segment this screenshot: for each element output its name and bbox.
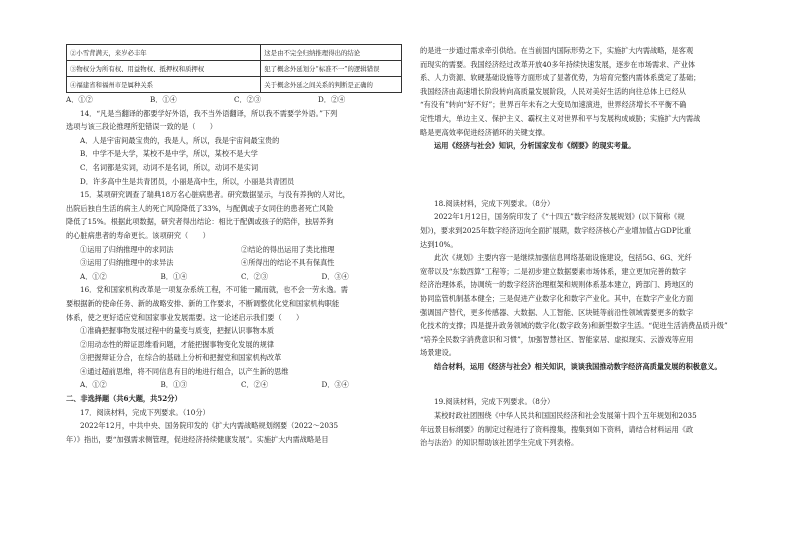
q16-stem: 16．党和国家机构改革是一项复杂系统工程，不可能一蹴而就，也不会一劳永逸。需 (80, 285, 348, 295)
q18-material: 划》)，要求到2025年数字经济迈向全面扩展期，数字经济核心产业增加值占GDP比重 (420, 225, 692, 235)
table-row (67, 45, 402, 61)
q17-material: “有没有”转向“好不好”；世界百年未有之大变局加速演进，世界经济增长不平衡不确 (420, 100, 687, 110)
q15-items (66, 256, 402, 270)
q18-material: “培养全民数字消费意识和习惯”，加强智慧社区、智能家居、虚拟现实、云游戏等应用 (420, 334, 694, 344)
answer-space (420, 373, 750, 395)
q17-material: 2022年12月，中共中央、国务院印发的《扩大内需战略规划纲要（2022～2035 (80, 421, 339, 431)
q16-options (66, 378, 402, 392)
reasoning-table (66, 44, 402, 93)
table-row (67, 61, 402, 77)
q17-material: 的是进一步通过需求牵引供给。在当前国内国际形势之下，实施扩大内需战略，是客观 (420, 46, 694, 55)
q18-material: 场景建设。 (420, 348, 456, 358)
q19-material: 治与法治》的知识帮助该社团学生完成下列表格。 (420, 438, 579, 448)
right-column (420, 44, 750, 450)
q15-stem: 15．某项研究调查了瑞典18万名心脏病患者。研究数据显示，与没有养狗的人对比， (80, 190, 350, 200)
table-cell: ②小雪背满天，来岁必丰年 (67, 45, 261, 61)
q14-option-d: D．许多高中生是共青团员，小丽是高中生，所以，小丽是共青团员 (80, 176, 295, 186)
q16-stem: 体系，使之更好适应党和国家事业发展需要。这一论述启示我们要（ ） (66, 312, 304, 322)
q17-task: 运用《经济与社会》知识，分析国家发布《纲要》的现实考量。 (434, 141, 636, 151)
q16-stem: 要根据新的使命任务、新的战略安排、新的工作要求，不断调整优化党和国家机构职能 (66, 298, 340, 308)
option-d: D．③④ (321, 271, 349, 281)
q15-stem: 的心脏病患者的寿命更长。该项研究（ ） (66, 230, 210, 240)
q15-options (66, 270, 402, 284)
q16-item: ③把握辩证分合，在综合的基础上分析和把握党和国家机构改革 (80, 353, 282, 363)
q16-item: ①准确把握事物发展过程中的量变与质变，把握认识事物本质 (80, 326, 275, 336)
left-column (66, 44, 402, 446)
q14-stem: 选项与该三段论推理所犯错误一致的是（ ） (66, 122, 217, 132)
q18-material: 宽带以及“东数西算”工程等；二是初步建立数据要素市场体系，建立更加完善的数字 (420, 266, 687, 276)
q19-material: 某校时政社团围绕《中华人民共和国国民经济和社会发展第十四个五年规划和2035 (434, 411, 697, 421)
q14-stem: 14．“凡是当翻译的都要学好外语，我不当外语翻译，所以我不需要学外语。”下列 (80, 108, 338, 118)
q17-material: 略是更高效率促进经济循环的关键支撑。 (420, 127, 550, 137)
table-cell: 这是由不完全归纳推理得出的结论 (261, 45, 402, 61)
answer-space (420, 153, 750, 197)
q16-item: ②用动态性的辩证思维看问题，才能把握事物变化发展的规律 (80, 339, 275, 349)
q14-option-a: A．人是宇宙间最宝贵的，我是人，所以，我是宇宙间最宝贵的 (80, 135, 280, 145)
option-b: B．①③ (160, 380, 188, 390)
q18-title: 18.阅读材料，完成下列要求。（8分） (434, 198, 555, 208)
q17-title: 17．阅读材料，完成下列要求。（10分） (80, 407, 210, 417)
q17-material: 系、人力资源、软硬基础设施等方面形成了显著优势，为培育完整内需体系奠定了基础； (420, 73, 701, 83)
q15-items (66, 243, 402, 257)
q19-material: 年远景目标纲要》的制定过程进行了资料搜集，搜集到如下资料，请结合材料运用《政 (420, 424, 694, 434)
q18-material: 达到10%。 (420, 239, 458, 249)
q17-material: 我国经济由高速增长阶段转向高质量发展阶段，人民对美好生活的向往总体上已经从 (420, 86, 686, 96)
q14-option-b: B．中学不是大学，某校不是中学，所以，某校不是大学 (80, 149, 258, 159)
q15-item: ④所得出的结论不具有保真性 (241, 258, 335, 268)
table-cell: 关于概念外延之间关系的判断是正确的 (261, 77, 402, 93)
q14-option-c: C．名词都是实词，动词不是名词，所以，动词不是实词 (80, 162, 259, 172)
option-a: A．①② (80, 380, 107, 390)
option-c: C．②③ (234, 95, 262, 104)
option-a: A．①② (66, 95, 93, 104)
q15-item: ③运用了归纳推理中的求异法 (80, 258, 174, 268)
q17-material: 定性增大，单边主义、保护主义、霸权主义对世界和平与发展构成威胁；实施扩大内需战 (420, 113, 701, 123)
option-b: B．①④ (160, 271, 188, 281)
q18-task: 结合材料，运用《经济与社会》相关知识，谈谈我国推动数字经济高质量发展的积极意义。 (434, 361, 722, 371)
q19-title: 19.阅读材料，完成下列要求。（8分） (434, 397, 555, 407)
q15-stem: 出院后独自生活的病主人的死亡风险降低了33%，与配偶或子女同住的患者死亡风险 (66, 203, 334, 213)
q15-item: ①运用了归纳推理中的求同法 (80, 244, 174, 254)
table-cell: ④福建省和福州市是属种关系 (67, 77, 261, 93)
option-d: D．③④ (321, 380, 349, 390)
option-c: C．②④ (241, 380, 269, 390)
q15-stem: 降低了15%。根据此项数据，研究者得出结论：相比于配偶或孩子的陪伴，独居养狗 (66, 217, 334, 227)
option-b: B．①④ (150, 95, 177, 104)
table-row (67, 77, 402, 93)
table-cell: 犯了概念外延划分“标准不一”的逻辑错误 (261, 61, 402, 77)
q13-options (66, 93, 402, 107)
option-a: A．①② (80, 271, 107, 281)
section-heading: 二、非选择题（共6大题，共52分） (66, 394, 182, 404)
q17-material: 年）》指出，要“加强需求侧管理，促进经济持续健康发展”。实施扩大内需战略是目 (66, 434, 329, 444)
q15-item: ②结论的得出运用了类比推理 (241, 244, 335, 254)
q18-material: 协同监管机制基本健全；三是促进产业数字化和数字产业化。其中，在数字产业化方面 (420, 293, 694, 303)
q18-material: 经济治理体系，协调统一的数字经济治理框架和规则体系基本建立，跨部门、跨地区的 (420, 280, 694, 290)
table-cell: ③物权分为所有权、用益物权、抵押权和质押权 (67, 61, 261, 77)
q17-material: 而现实的需要。我国经济经过改革开放40多年持续快速发展，逐步在市场需求、产业体 (420, 59, 696, 69)
q18-material: 化技术的支撑；四是提升政务领域的数字化(数字政务)和新型数字生活。“促进生活消费品质升级” (420, 321, 728, 331)
q18-material: 此次《规划》主要内容一是继续加强信息网络基础设施建设，包括5G、6G、光纤 (434, 253, 692, 263)
q18-material: 2022年1月12日，国务院印发了《“十四五”数字经济发展规划》(以下简称《规 (434, 212, 685, 222)
option-c: C．②③ (241, 271, 269, 281)
option-d: D．②④ (318, 95, 346, 104)
q18-material: 强调国产替代，更多传感器、大数据、人工智能、区块链等前沿性领域需要更多的数字 (420, 307, 694, 317)
q16-item: ④通过超前思维，将不同信息有目的地进行组合，以产生新的思维 (80, 366, 289, 376)
